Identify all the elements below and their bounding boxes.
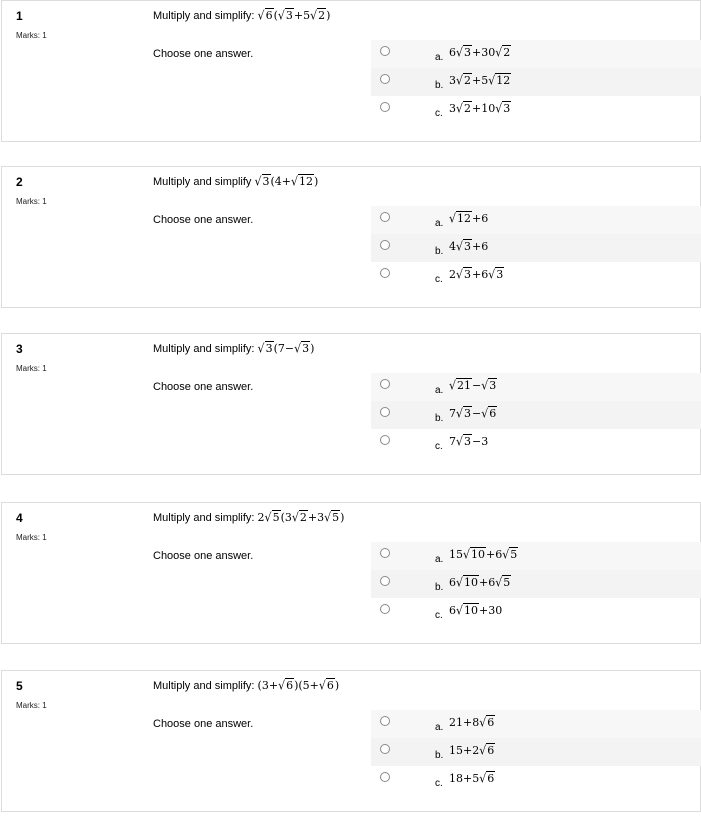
radical-sign: √ bbox=[479, 715, 487, 730]
radicand: 3 bbox=[265, 342, 273, 355]
radical-sign: √ bbox=[291, 174, 299, 189]
answer-letter: b. bbox=[435, 413, 444, 424]
square-root bbox=[254, 175, 270, 188]
radical-sign: √ bbox=[324, 510, 332, 525]
question-expression bbox=[254, 175, 318, 188]
answer-option[interactable] bbox=[371, 429, 701, 457]
radicand: 3 bbox=[285, 9, 293, 22]
square-root bbox=[292, 511, 308, 524]
math-term: +5 bbox=[293, 9, 311, 22]
radical-sign: √ bbox=[488, 73, 496, 88]
radicand: 3 bbox=[464, 240, 472, 253]
answer-letter: c. bbox=[435, 610, 443, 621]
question-block bbox=[1, 502, 701, 644]
radio-button[interactable] bbox=[380, 716, 390, 726]
radio-button[interactable] bbox=[380, 74, 390, 84]
question-text bbox=[153, 175, 318, 188]
answer-letter: b. bbox=[435, 246, 444, 257]
answer-list bbox=[371, 542, 701, 626]
math-term: 15+2 bbox=[449, 744, 480, 757]
answer-option[interactable] bbox=[371, 598, 701, 626]
radical-sign: √ bbox=[264, 510, 272, 525]
radical-sign: √ bbox=[310, 8, 318, 23]
answer-expression bbox=[449, 102, 511, 115]
math-term: 2 bbox=[449, 268, 456, 281]
answer-expression bbox=[449, 435, 488, 448]
answer-letter: c. bbox=[435, 274, 443, 285]
radical-sign: √ bbox=[456, 101, 464, 116]
math-term: 7 bbox=[449, 407, 456, 420]
radicand: 5 bbox=[510, 548, 518, 561]
answer-expression bbox=[449, 604, 502, 617]
radical-sign: √ bbox=[456, 575, 464, 590]
square-root bbox=[449, 379, 472, 392]
answer-letter: c. bbox=[435, 108, 443, 119]
radical-sign: √ bbox=[456, 267, 464, 282]
radical-sign: √ bbox=[456, 73, 464, 88]
radical-sign: √ bbox=[257, 341, 265, 356]
answer-letter: a. bbox=[435, 722, 444, 733]
square-root bbox=[456, 576, 479, 589]
radicand: 6 bbox=[489, 407, 497, 420]
answer-expression bbox=[449, 268, 504, 281]
math-term: +6 bbox=[472, 240, 489, 253]
question-number: 4 bbox=[16, 511, 23, 525]
math-term: 3 bbox=[449, 102, 456, 115]
radical-sign: √ bbox=[254, 174, 262, 189]
answer-expression bbox=[449, 46, 511, 59]
math-term: +3 bbox=[307, 511, 325, 524]
answer-expression bbox=[449, 716, 495, 729]
answer-option[interactable] bbox=[371, 710, 701, 738]
question-block bbox=[1, 333, 701, 475]
math-term: ) bbox=[334, 679, 340, 692]
question-block bbox=[1, 166, 701, 308]
question-text bbox=[153, 342, 314, 355]
radical-sign: √ bbox=[495, 101, 503, 116]
radicand: 2 bbox=[299, 511, 307, 524]
question-prompt: Multiply and simplify: bbox=[153, 10, 255, 22]
question-block bbox=[1, 670, 701, 812]
question-block bbox=[1, 0, 701, 142]
square-root bbox=[495, 46, 511, 59]
radio-button[interactable] bbox=[380, 268, 390, 278]
math-term: (3+ bbox=[257, 679, 279, 692]
radicand: 3 bbox=[464, 46, 472, 59]
radicand: 2 bbox=[464, 74, 472, 87]
radio-button[interactable] bbox=[380, 379, 390, 389]
square-root bbox=[310, 9, 326, 22]
square-root bbox=[294, 342, 310, 355]
radio-button[interactable] bbox=[380, 407, 390, 417]
radical-sign: √ bbox=[479, 743, 487, 758]
radical-sign: √ bbox=[456, 434, 464, 449]
square-root bbox=[258, 9, 274, 22]
question-marks: Marks: 1 bbox=[16, 197, 47, 206]
math-term: (4+ bbox=[270, 175, 292, 188]
square-root bbox=[456, 102, 472, 115]
math-term: (3 bbox=[280, 511, 292, 524]
answer-option[interactable] bbox=[371, 373, 701, 401]
radicand: 6 bbox=[286, 679, 294, 692]
math-term: −3 bbox=[472, 435, 489, 448]
question-prompt: Multiply and simplify bbox=[153, 176, 252, 188]
answer-expression bbox=[449, 772, 495, 785]
question-marks: Marks: 1 bbox=[16, 364, 47, 373]
radicand: 21 bbox=[457, 379, 472, 392]
square-root bbox=[278, 9, 294, 22]
square-root bbox=[463, 548, 486, 561]
radicand: 10 bbox=[464, 576, 479, 589]
math-term: +10 bbox=[472, 102, 496, 115]
choose-one-label: Choose one answer. bbox=[153, 381, 254, 393]
answer-option[interactable] bbox=[371, 262, 701, 290]
math-term: +6 bbox=[479, 576, 496, 589]
radical-sign: √ bbox=[456, 45, 464, 60]
question-number: 3 bbox=[16, 342, 23, 356]
radicand: 5 bbox=[332, 511, 340, 524]
question-text bbox=[153, 679, 339, 692]
radicand: 10 bbox=[464, 604, 479, 617]
answer-letter: a. bbox=[435, 554, 444, 565]
math-term: 15 bbox=[449, 548, 463, 561]
question-marks: Marks: 1 bbox=[16, 31, 47, 40]
math-term: +5 bbox=[472, 74, 489, 87]
radio-button[interactable] bbox=[380, 772, 390, 782]
radicand: 3 bbox=[262, 175, 270, 188]
radical-sign: √ bbox=[488, 267, 496, 282]
answer-expression bbox=[449, 576, 511, 589]
radical-sign: √ bbox=[291, 510, 299, 525]
math-term: 6 bbox=[449, 46, 456, 59]
question-text bbox=[153, 9, 330, 22]
math-term: 18+5 bbox=[449, 772, 480, 785]
radicand: 12 bbox=[299, 175, 314, 188]
square-root bbox=[258, 342, 274, 355]
radical-sign: √ bbox=[449, 378, 457, 393]
answer-option[interactable] bbox=[371, 570, 701, 598]
question-prompt: Multiply and simplify: bbox=[153, 680, 255, 692]
radical-sign: √ bbox=[277, 8, 285, 23]
answer-letter: c. bbox=[435, 441, 443, 452]
square-root bbox=[456, 74, 472, 87]
question-expression bbox=[258, 342, 315, 355]
answer-expression bbox=[449, 240, 488, 253]
radicand: 12 bbox=[496, 74, 511, 87]
math-term: ) bbox=[340, 511, 345, 524]
choose-one-label: Choose one answer. bbox=[153, 48, 254, 60]
answer-expression bbox=[449, 379, 497, 392]
radio-button[interactable] bbox=[380, 212, 390, 222]
answer-letter: a. bbox=[435, 385, 444, 396]
radicand: 6 bbox=[487, 744, 495, 757]
radical-sign: √ bbox=[463, 547, 471, 562]
radicand: 2 bbox=[464, 102, 472, 115]
square-root bbox=[456, 407, 472, 420]
math-term: (7− bbox=[273, 342, 295, 355]
answer-list bbox=[371, 40, 701, 124]
answer-letter: b. bbox=[435, 582, 444, 593]
question-number: 5 bbox=[16, 679, 23, 693]
math-term: 4 bbox=[449, 240, 456, 253]
answer-option[interactable] bbox=[371, 234, 701, 262]
radical-sign: √ bbox=[294, 341, 302, 356]
answer-list bbox=[371, 206, 701, 290]
square-root bbox=[479, 716, 495, 729]
answer-list bbox=[371, 710, 701, 794]
choose-one-label: Choose one answer. bbox=[153, 214, 254, 226]
math-term: ( bbox=[273, 9, 278, 22]
radicand: 12 bbox=[457, 212, 472, 225]
square-root bbox=[488, 74, 511, 87]
answer-expression bbox=[449, 407, 497, 420]
radicand: 3 bbox=[464, 407, 472, 420]
question-number: 1 bbox=[16, 9, 23, 23]
math-term: 6 bbox=[449, 604, 456, 617]
radicand: 3 bbox=[464, 268, 472, 281]
radical-sign: √ bbox=[449, 211, 457, 226]
radio-button[interactable] bbox=[380, 240, 390, 250]
answer-option[interactable] bbox=[371, 401, 701, 429]
radicand: 3 bbox=[503, 102, 511, 115]
answer-letter: a. bbox=[435, 218, 444, 229]
radical-sign: √ bbox=[481, 378, 489, 393]
radio-button[interactable] bbox=[380, 604, 390, 614]
radicand: 6 bbox=[265, 9, 273, 22]
answer-option[interactable] bbox=[371, 206, 701, 234]
math-term: 21+8 bbox=[449, 716, 480, 729]
answer-letter: b. bbox=[435, 750, 444, 761]
radicand: 3 bbox=[302, 342, 310, 355]
math-term: ) bbox=[314, 175, 319, 188]
radicand: 6 bbox=[326, 679, 334, 692]
square-root bbox=[456, 46, 472, 59]
square-root bbox=[502, 548, 518, 561]
square-root bbox=[278, 679, 294, 692]
question-marks: Marks: 1 bbox=[16, 701, 47, 710]
square-root bbox=[265, 511, 281, 524]
square-root bbox=[319, 679, 335, 692]
answer-letter: a. bbox=[435, 52, 444, 63]
square-root bbox=[488, 268, 504, 281]
square-root bbox=[449, 212, 472, 225]
answer-option[interactable] bbox=[371, 96, 701, 124]
question-prompt: Multiply and simplify: bbox=[153, 512, 255, 524]
square-root bbox=[456, 604, 479, 617]
math-term: 7 bbox=[449, 435, 456, 448]
radical-sign: √ bbox=[456, 603, 464, 618]
square-root bbox=[456, 435, 472, 448]
answer-letter: b. bbox=[435, 80, 444, 91]
radical-sign: √ bbox=[456, 239, 464, 254]
math-term: +6 bbox=[472, 212, 489, 225]
radicand: 3 bbox=[489, 379, 497, 392]
math-term: )(5+ bbox=[294, 679, 319, 692]
square-root bbox=[495, 102, 511, 115]
question-marks: Marks: 1 bbox=[16, 533, 47, 542]
radical-sign: √ bbox=[479, 771, 487, 786]
radio-button[interactable] bbox=[380, 548, 390, 558]
math-term: +6 bbox=[486, 548, 503, 561]
square-root bbox=[479, 744, 495, 757]
square-root bbox=[456, 240, 472, 253]
math-term: 6 bbox=[449, 576, 456, 589]
radicand: 3 bbox=[496, 268, 504, 281]
radical-sign: √ bbox=[456, 406, 464, 421]
radio-button[interactable] bbox=[380, 102, 390, 112]
question-prompt: Multiply and simplify: bbox=[153, 343, 255, 355]
radical-sign: √ bbox=[318, 678, 326, 693]
math-term: − bbox=[472, 379, 482, 392]
radicand: 6 bbox=[487, 716, 495, 729]
answer-expression bbox=[449, 74, 511, 87]
question-expression bbox=[258, 9, 331, 22]
square-root bbox=[495, 576, 511, 589]
answer-option[interactable] bbox=[371, 738, 701, 766]
radio-button[interactable] bbox=[380, 46, 390, 56]
radicand: 2 bbox=[318, 9, 326, 22]
choose-one-label: Choose one answer. bbox=[153, 718, 254, 730]
radical-sign: √ bbox=[502, 547, 510, 562]
radicand: 6 bbox=[487, 772, 495, 785]
answer-option[interactable] bbox=[371, 766, 701, 794]
question-expression bbox=[258, 511, 345, 524]
square-root bbox=[291, 175, 314, 188]
question-expression bbox=[258, 679, 340, 692]
answer-list bbox=[371, 373, 701, 457]
math-term: 2 bbox=[257, 511, 265, 524]
question-text bbox=[153, 511, 344, 524]
radical-sign: √ bbox=[495, 45, 503, 60]
radio-button[interactable] bbox=[380, 576, 390, 586]
math-term: ) bbox=[310, 342, 315, 355]
square-root bbox=[481, 407, 497, 420]
answer-expression bbox=[449, 212, 488, 225]
square-root bbox=[481, 379, 497, 392]
answer-option[interactable] bbox=[371, 40, 701, 68]
math-term: 3 bbox=[449, 74, 456, 87]
square-root bbox=[479, 772, 495, 785]
radicand: 10 bbox=[471, 548, 486, 561]
answer-expression bbox=[449, 548, 518, 561]
radical-sign: √ bbox=[278, 678, 286, 693]
math-term: +30 bbox=[479, 604, 503, 617]
radical-sign: √ bbox=[257, 8, 265, 23]
square-root bbox=[324, 511, 340, 524]
radio-button[interactable] bbox=[380, 435, 390, 445]
choose-one-label: Choose one answer. bbox=[153, 550, 254, 562]
answer-option[interactable] bbox=[371, 542, 701, 570]
radical-sign: √ bbox=[481, 406, 489, 421]
math-term: +30 bbox=[472, 46, 496, 59]
question-number: 2 bbox=[16, 175, 23, 189]
square-root bbox=[456, 268, 472, 281]
radio-button[interactable] bbox=[380, 744, 390, 754]
radical-sign: √ bbox=[495, 575, 503, 590]
answer-expression bbox=[449, 744, 495, 757]
math-term: +6 bbox=[472, 268, 489, 281]
radicand: 2 bbox=[503, 46, 511, 59]
answer-letter: c. bbox=[435, 778, 443, 789]
answer-option[interactable] bbox=[371, 68, 701, 96]
math-term: ) bbox=[326, 9, 331, 22]
radicand: 5 bbox=[272, 511, 280, 524]
math-term: − bbox=[472, 407, 482, 420]
radicand: 3 bbox=[464, 435, 472, 448]
radicand: 5 bbox=[503, 576, 511, 589]
